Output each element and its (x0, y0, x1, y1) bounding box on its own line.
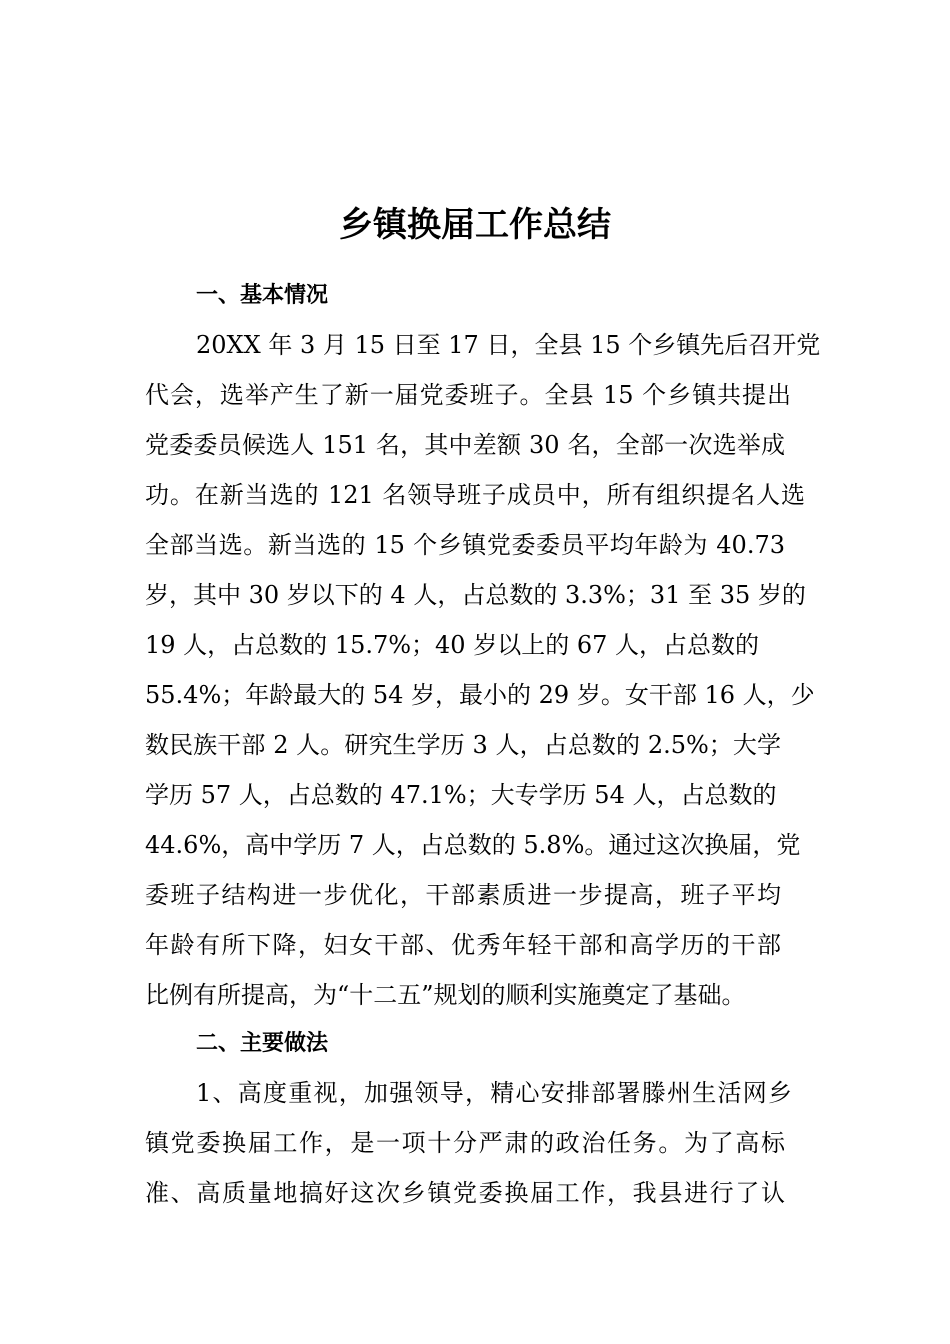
paragraph-line: 代会，选举产生了新一届党委班子。全县 15 个乡镇共提出 (145, 381, 791, 409)
paragraph-line: 55.4%；年龄最大的 54 岁，最小的 29 岁。女干部 16 人，少 (145, 681, 815, 709)
paragraph-line: 比例有所提高，为“十二五”规划的顺利实施奠定了基础。 (145, 981, 746, 1009)
paragraph-line: 19 人，占总数的 15.7%；40 岁以上的 67 人，占总数的 (145, 631, 760, 659)
paragraph-line: 数民族干部 2 人。研究生学历 3 人，占总数的 2.5%；大学 (145, 731, 781, 759)
paragraph-line: 党委委员候选人 151 名，其中差额 30 名，全部一次选举成 (145, 431, 785, 459)
paragraph-line: 44.6%，高中学历 7 人，占总数的 5.8%。通过这次换届，党 (145, 831, 801, 859)
paragraph-line: 年龄有所下降，妇女干部、优秀年轻干部和高学历的干部 (145, 931, 781, 959)
paragraph-line: 20XX 年 3 月 15 日至 17 日，全县 15 个乡镇先后召开党 (196, 331, 821, 359)
paragraph-line: 功。在新当选的 121 名领导班子成员中，所有组织提名人选 (145, 481, 805, 509)
paragraph-line: 准、高质量地搞好这次乡镇党委换届工作，我县进行了认 (145, 1179, 785, 1207)
section-heading-main-practices: 二、主要做法 (196, 1031, 329, 1056)
paragraph-line: 镇党委换届工作，是一项十分严肃的政治任务。为了高标 (145, 1129, 785, 1157)
paragraph-line: 学历 57 人，占总数的 47.1%；大专学历 54 人，占总数的 (145, 781, 777, 809)
section-heading-basic-situation: 一、基本情况 (196, 283, 329, 308)
paragraph-line: 委班子结构进一步优化，干部素质进一步提高，班子平均 (145, 881, 781, 909)
document-title: 乡镇换届工作总结 (339, 205, 611, 245)
paragraph-line: 1、高度重视，加强领导，精心安排部署滕州生活网乡 (196, 1079, 792, 1107)
paragraph-line: 全部当选。新当选的 15 个乡镇党委委员平均年龄为 40.73 (145, 531, 785, 559)
paragraph-line: 岁，其中 30 岁以下的 4 人，占总数的 3.3%；31 至 35 岁的 (145, 581, 806, 609)
